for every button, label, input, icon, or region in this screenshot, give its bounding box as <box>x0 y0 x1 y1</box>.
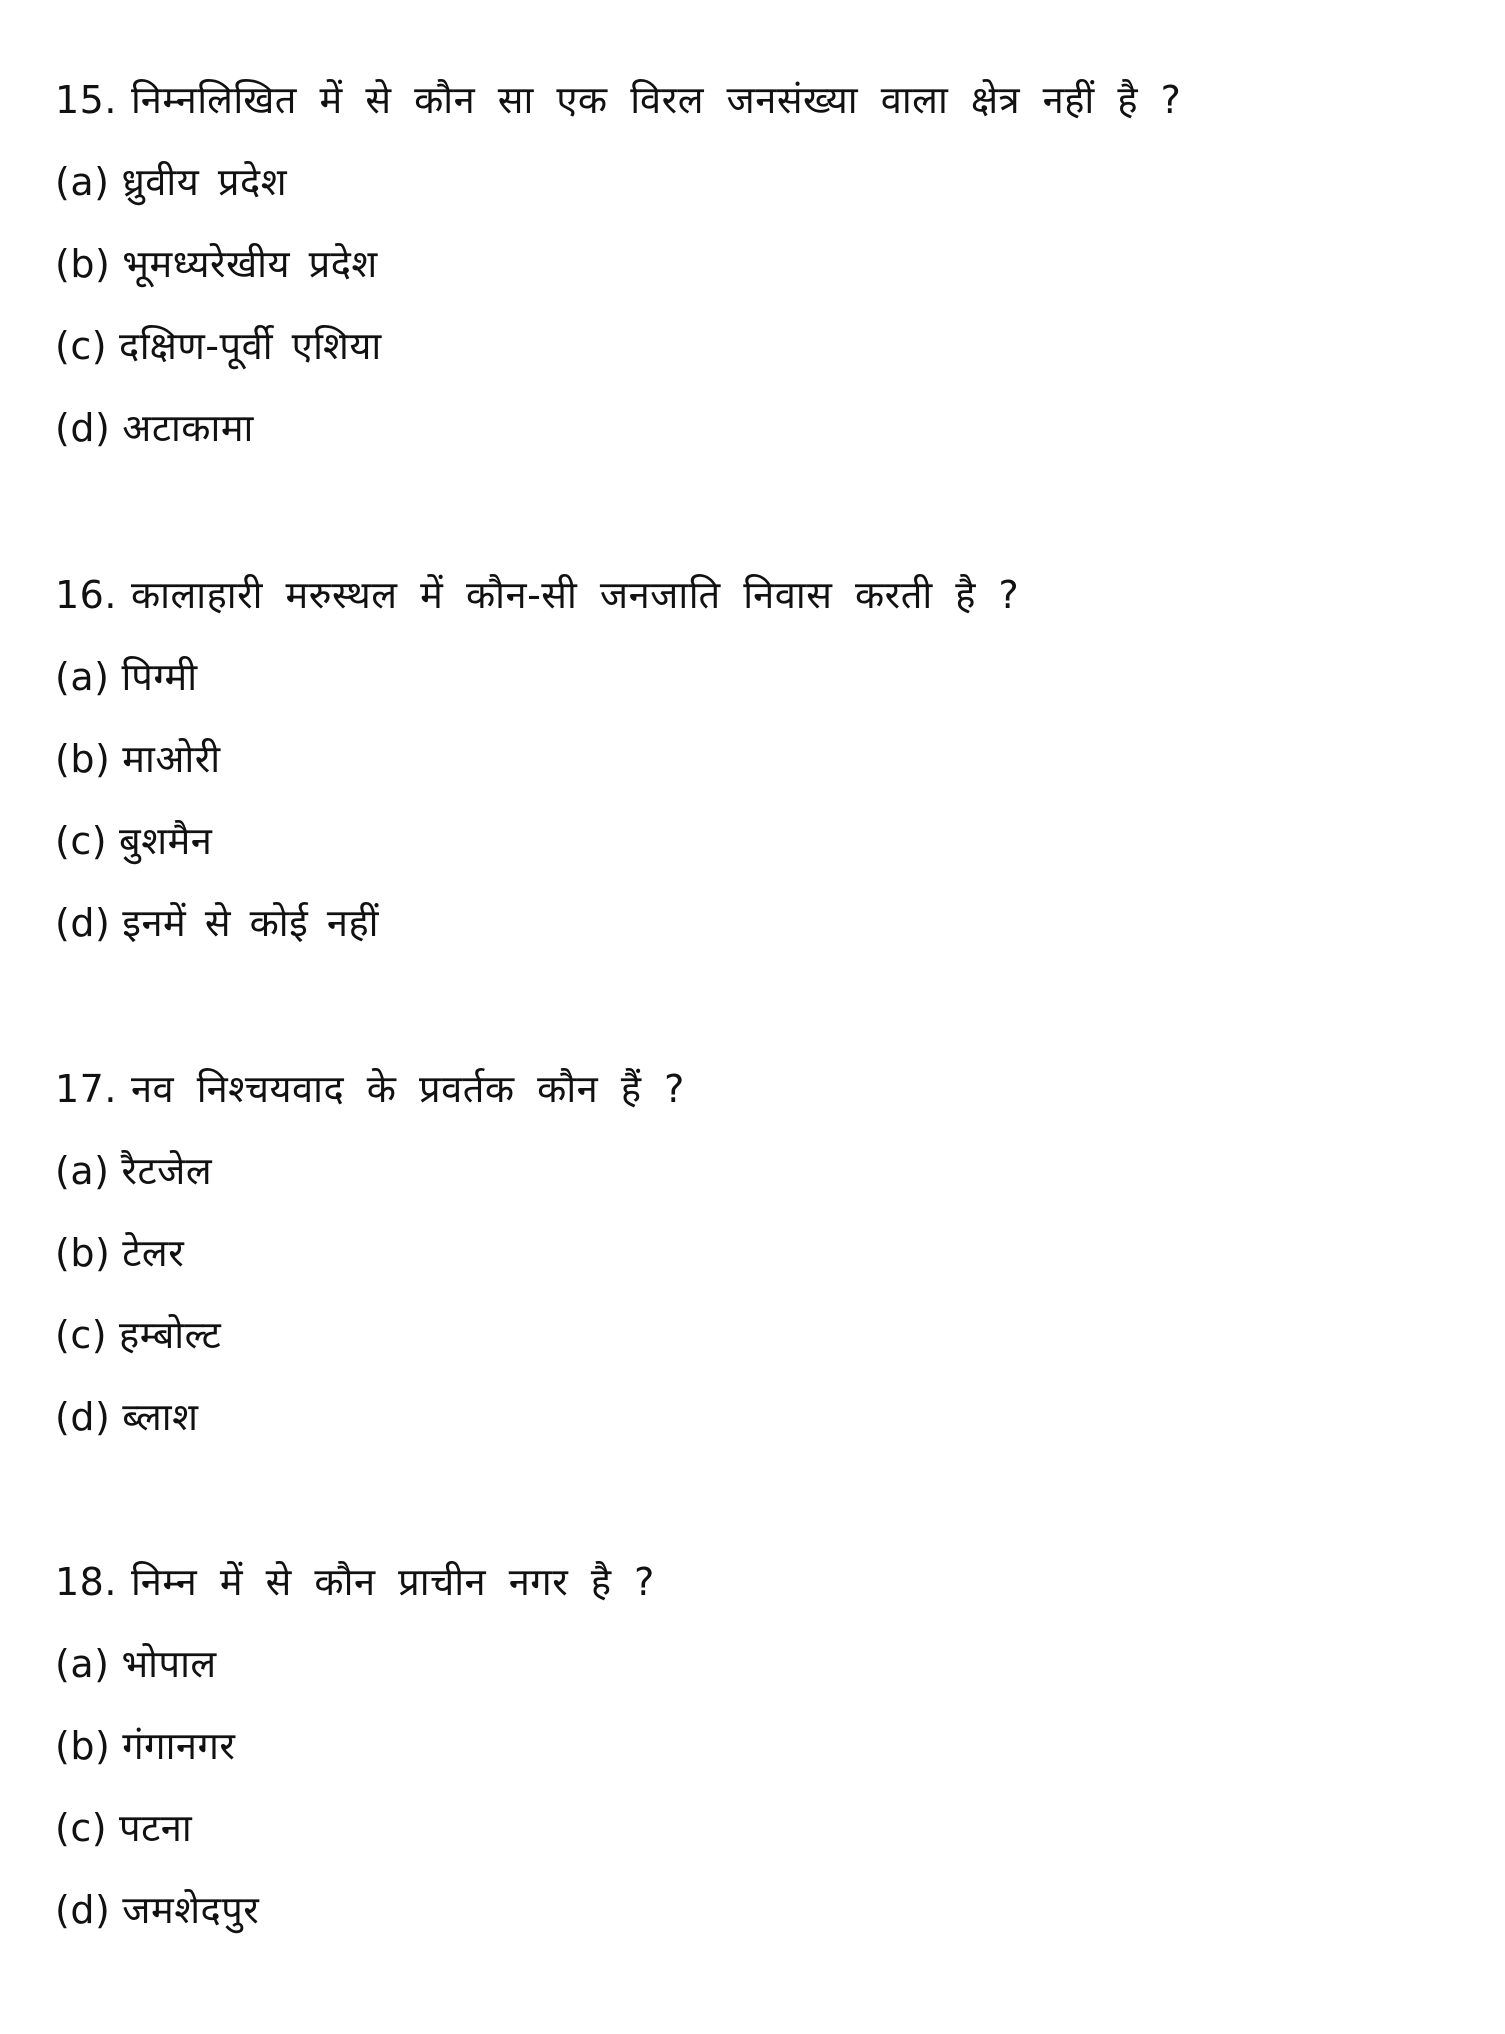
option-label: (b) <box>55 1724 111 1768</box>
option-label: (d) <box>55 406 111 450</box>
question-number: 17. <box>55 1067 117 1111</box>
option-c[interactable] <box>55 1311 1455 1393</box>
option-b[interactable] <box>55 735 1455 817</box>
option-d[interactable] <box>55 899 1455 981</box>
question-number: 18. <box>55 1560 117 1604</box>
option-a[interactable] <box>55 158 1455 240</box>
option-text: इनमें से कोई नहीं <box>122 901 379 945</box>
option-text: ब्लाश <box>122 1395 199 1439</box>
question-18 <box>55 1558 1455 1968</box>
question-text: नव निश्चयवाद के प्रवर्तक कौन हैं ? <box>130 1067 685 1111</box>
question-line <box>55 1558 1455 1640</box>
option-text: जमशेदपुर <box>122 1888 260 1932</box>
question-text: निम्न में से कौन प्राचीन नगर है ? <box>130 1560 655 1604</box>
option-text: अटाकामा <box>122 406 254 450</box>
option-label: (d) <box>55 901 111 945</box>
option-label: (b) <box>55 1231 111 1275</box>
option-d[interactable] <box>55 1393 1455 1475</box>
option-text: पटना <box>119 1806 193 1850</box>
question-line <box>55 76 1455 158</box>
option-label: (c) <box>55 1313 108 1357</box>
option-c[interactable] <box>55 322 1455 404</box>
option-label: (c) <box>55 819 108 863</box>
option-text: ध्रुवीय प्रदेश <box>121 160 288 204</box>
option-text: टेलर <box>122 1231 185 1275</box>
option-label: (d) <box>55 1395 111 1439</box>
question-number: 16. <box>55 573 117 617</box>
option-label: (a) <box>55 160 110 204</box>
question-16 <box>55 571 1455 981</box>
option-b[interactable] <box>55 240 1455 322</box>
option-text: दक्षिण-पूर्वी एशिया <box>119 324 382 368</box>
option-d[interactable] <box>55 1886 1455 1968</box>
option-b[interactable] <box>55 1722 1455 1804</box>
option-label: (d) <box>55 1888 111 1932</box>
option-label: (c) <box>55 324 108 368</box>
option-label: (a) <box>55 1149 110 1193</box>
question-line <box>55 571 1455 653</box>
option-b[interactable] <box>55 1229 1455 1311</box>
option-label: (a) <box>55 1642 110 1686</box>
question-text: निम्नलिखित में से कौन सा एक विरल जनसंख्या वाला क्षेत्र नहीं है ? <box>130 78 1182 122</box>
option-text: भोपाल <box>121 1642 217 1686</box>
option-text: गंगानगर <box>122 1724 236 1768</box>
option-text: हम्बोल्ट <box>119 1313 222 1357</box>
question-15 <box>55 76 1455 486</box>
option-label: (b) <box>55 737 111 781</box>
question-17 <box>55 1065 1455 1475</box>
option-text: बुशमैन <box>119 819 213 863</box>
option-d[interactable] <box>55 404 1455 486</box>
option-label: (b) <box>55 242 111 286</box>
question-text: कालाहारी मरुस्थल में कौन-सी जनजाति निवास करती है ? <box>130 573 1020 617</box>
option-a[interactable] <box>55 1640 1455 1722</box>
option-c[interactable] <box>55 1804 1455 1886</box>
option-label: (c) <box>55 1806 108 1850</box>
option-c[interactable] <box>55 817 1455 899</box>
option-text: रैटजेल <box>121 1149 213 1193</box>
option-label: (a) <box>55 655 110 699</box>
option-text: भूमध्यरेखीय प्रदेश <box>122 242 378 286</box>
option-a[interactable] <box>55 1147 1455 1229</box>
question-line <box>55 1065 1455 1147</box>
question-number: 15. <box>55 78 117 122</box>
option-text: माओरी <box>122 737 221 781</box>
option-text: पिग्मी <box>121 655 198 699</box>
option-a[interactable] <box>55 653 1455 735</box>
